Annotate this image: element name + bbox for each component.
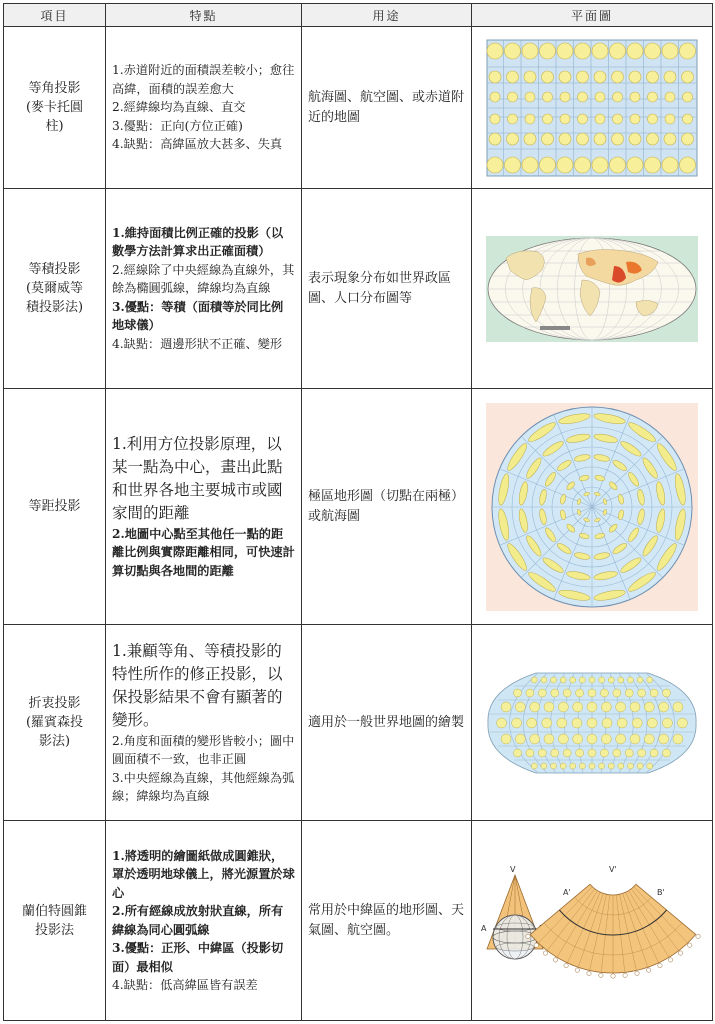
label-v: V [510, 864, 516, 874]
item-cell: 等距投影 [4, 389, 106, 625]
header-item: 項目 [4, 4, 106, 27]
item-cell: 等積投影 (莫爾威等 積投影法) [4, 189, 106, 389]
features-cell: 1.將透明的繪圖紙做成圓錐狀，罩於透明地球儀上，將光源置於球心 2.所有經線成放射狀直線，所有緯線為同心圓弧線 3.優點：正形、中緯區（投影切面）最相似 4.缺點：低高緯區皆有誤差 [106, 821, 302, 1021]
mollweide-world-map-icon [486, 236, 698, 342]
use-cell: 航海圖、航空圖、或赤道附近的地圖 [302, 27, 472, 189]
header-map: 平面圖 [472, 4, 713, 27]
header-row [4, 4, 713, 27]
item-cell: 折衷投影 (羅賓森投 影法) [4, 625, 106, 821]
use-cell: 常用於中緯區的地形圖、天氣圖、航空圖。 [302, 821, 472, 1021]
label-b-prime: B' [657, 887, 665, 897]
map-cell [472, 189, 713, 389]
label-v-prime: V' [609, 864, 617, 874]
table-row [4, 625, 713, 821]
features-cell: 1.赤道附近的面積誤差較小；愈往高緯，面積的誤差愈大 2.經緯線均為直線、直交 3.優點：正向(方位正確) 4.缺點：高緯區放大甚多、失真 [106, 27, 302, 189]
map-cell [472, 27, 713, 189]
features-cell: 1.兼顧等角、等積投影的特性所作的修正投影，以保投影結果不會有顯著的變形。 2.角度和面積的變形皆較小；圖中圓面積不一致，也非正圓 3.中央經線為直線，其他經線為弧線；緯線均為直線 [106, 625, 302, 821]
features-cell: 1.維持面積比例正確的投影（以數學方法計算求出正確面積） 2.經線除了中央經線為直線外，其餘為橢圓弧線，緯線均為直線 3.優點：等積（面積等於同比例地球儀） 4.缺點：週邊形狀不正確、變形 [106, 189, 302, 389]
use-cell: 表示現象分布如世界政區圖、人口分布圖等 [302, 189, 472, 389]
mercator-grid-icon [486, 39, 698, 177]
table-row [4, 821, 713, 1021]
table-row [4, 27, 713, 189]
map-cell [472, 625, 713, 821]
table-row [4, 189, 713, 389]
label-a: A [481, 923, 487, 933]
use-cell: 極區地形圖（切點在兩極）或航海圖 [302, 389, 472, 625]
azimuthal-equidistant-icon [486, 403, 698, 611]
projection-table [3, 3, 713, 1021]
map-cell [472, 821, 713, 1021]
use-cell: 適用於一般世界地圖的繪製 [302, 625, 472, 821]
header-use: 用途 [302, 4, 472, 27]
item-cell: 蘭伯特圓錐 投影法 [4, 821, 106, 1021]
features-cell: 1.利用方位投影原理，以某一點為中心，畫出此點和世界各地主要城市或國家間的距離 2.地圖中心點至其他任一點的距離比例與實際距離相同，可快速計算切點與各地間的距離 [106, 389, 302, 625]
header-features: 特點 [106, 4, 302, 27]
label-a-prime: A' [563, 887, 571, 897]
map-cell [472, 389, 713, 625]
robinson-grid-icon [486, 670, 698, 776]
table-row [4, 389, 713, 625]
item-cell: 等角投影 (麥卡托圓 柱) [4, 27, 106, 189]
lambert-conic-icon [479, 861, 705, 981]
